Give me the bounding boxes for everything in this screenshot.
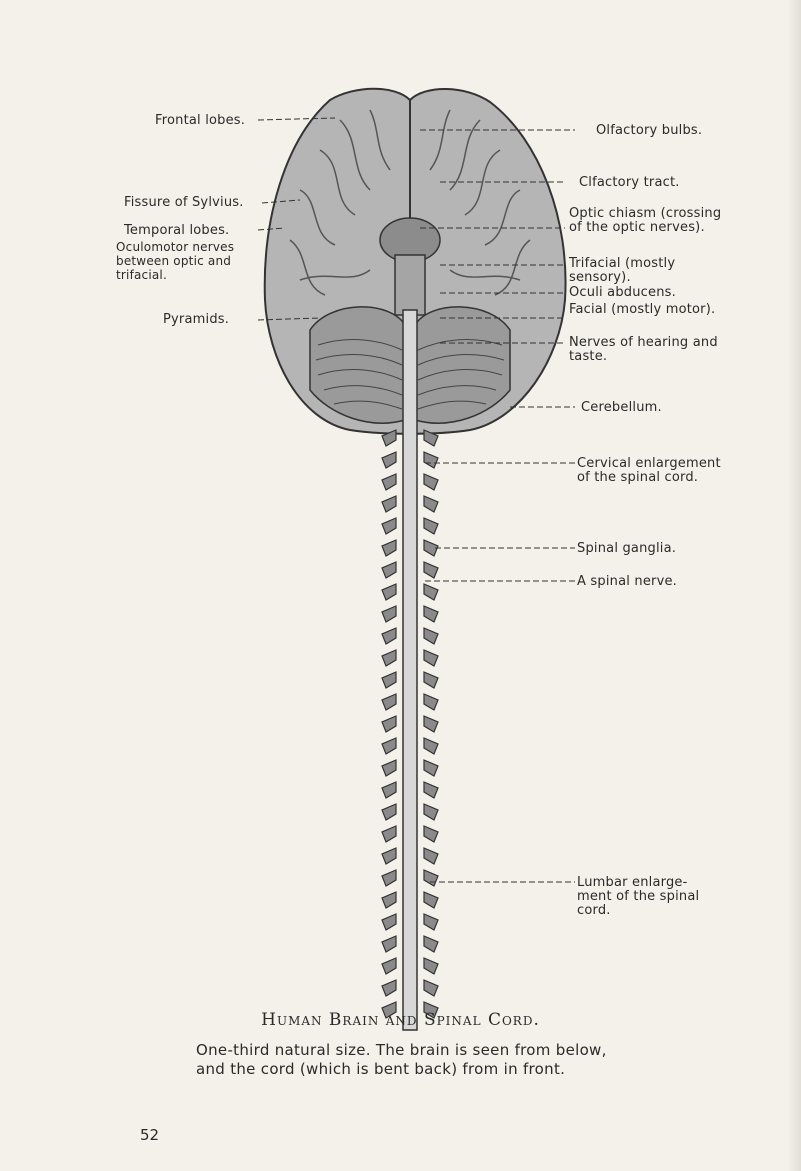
spinal-ganglion — [424, 650, 438, 666]
spinal-ganglion — [424, 562, 438, 578]
spinal-ganglion — [424, 870, 438, 886]
label-oculomotor: Oculomotor nerves between optic and trifacial. — [116, 240, 235, 282]
label-trifacial: Trifacial (mostly sensory). — [569, 256, 676, 285]
spinal-ganglion — [424, 672, 438, 688]
figure-caption-body: One-third natural size. The brain is seen from below, and the cord (which is bent back) from in front. — [196, 1041, 607, 1078]
spinal-ganglion — [382, 980, 396, 996]
label-pyramids: Pyramids. — [163, 312, 230, 327]
spinal-ganglion — [382, 914, 396, 930]
spinal-ganglion — [382, 936, 396, 952]
spinal-ganglion — [424, 584, 438, 600]
label-frontal-lobes: Frontal lobes. — [155, 113, 246, 128]
spinal-ganglion — [424, 958, 438, 974]
spinal-ganglion — [424, 474, 438, 490]
spinal-ganglion — [424, 518, 438, 534]
spinal-ganglion — [382, 672, 396, 688]
spinal-ganglion — [382, 628, 396, 644]
spinal-ganglion — [382, 650, 396, 666]
spinal-ganglion — [382, 518, 396, 534]
spinal-ganglion — [382, 452, 396, 468]
label-spinal-nerve: A spinal nerve. — [577, 574, 678, 589]
label-optic-chiasm: Optic chiasm (crossing of the optic nerves). — [569, 206, 722, 235]
spinal-ganglion — [382, 826, 396, 842]
spinal-ganglion — [382, 540, 396, 556]
spinal-ganglion — [424, 496, 438, 512]
spinal-ganglion — [424, 782, 438, 798]
label-olfactory-bulbs: Olfactory bulbs. — [596, 123, 703, 138]
spinal-ganglion — [424, 738, 438, 754]
spinal-ganglion — [382, 782, 396, 798]
spinal-ganglion — [424, 760, 438, 776]
spinal-ganglion — [424, 892, 438, 908]
label-cerebellum: Cerebellum. — [581, 400, 662, 415]
spinal-ganglion — [424, 848, 438, 864]
spinal-ganglion — [382, 584, 396, 600]
label-cervical-enlargement: Cervical enlargement of the spinal cord. — [577, 456, 721, 485]
spinal-ganglion — [424, 606, 438, 622]
spinal-ganglion — [382, 562, 396, 578]
spinal-ganglion — [424, 804, 438, 820]
spinal-ganglion — [382, 848, 396, 864]
spinal-ganglion — [382, 496, 396, 512]
spinal-ganglion — [424, 936, 438, 952]
label-facial: Facial (mostly motor). — [569, 302, 716, 317]
label-temporal-lobes: Temporal lobes. — [124, 223, 230, 238]
spinal-ganglion — [424, 980, 438, 996]
label-oculi-abducens: Oculi abducens. — [569, 285, 676, 300]
label-spinal-ganglia: Spinal ganglia. — [577, 541, 677, 556]
spinal-ganglion — [382, 716, 396, 732]
label-hearing: Nerves of hearing and taste. — [569, 335, 718, 364]
spinal-ganglion — [382, 760, 396, 776]
spinal-ganglion — [382, 694, 396, 710]
label-fissure-of-sylvius: Fissure of Sylvius. — [124, 195, 244, 210]
spinal-ganglion — [424, 628, 438, 644]
spinal-ganglion — [382, 804, 396, 820]
spinal-ganglion — [382, 474, 396, 490]
page-number: 52 — [140, 1126, 160, 1144]
spinal-ganglion — [382, 738, 396, 754]
spinal-ganglion — [424, 694, 438, 710]
page-edge-shadow — [787, 0, 801, 1171]
spinal-ganglion — [424, 826, 438, 842]
label-lumbar-enlargement: Lumbar enlarge-ment of the spinal cord. — [577, 875, 700, 918]
spinal-ganglion — [382, 870, 396, 886]
spinal-ganglion — [382, 606, 396, 622]
spinal-ganglion — [424, 716, 438, 732]
spinal-ganglion — [424, 452, 438, 468]
label-olfactory-tract: Clfactory tract. — [579, 175, 680, 190]
spinal-ganglion — [424, 914, 438, 930]
figure-caption-title: Human Brain and Spinal Cord. — [261, 1010, 540, 1030]
spinal-ganglion — [382, 892, 396, 908]
spinal-ganglion — [382, 958, 396, 974]
